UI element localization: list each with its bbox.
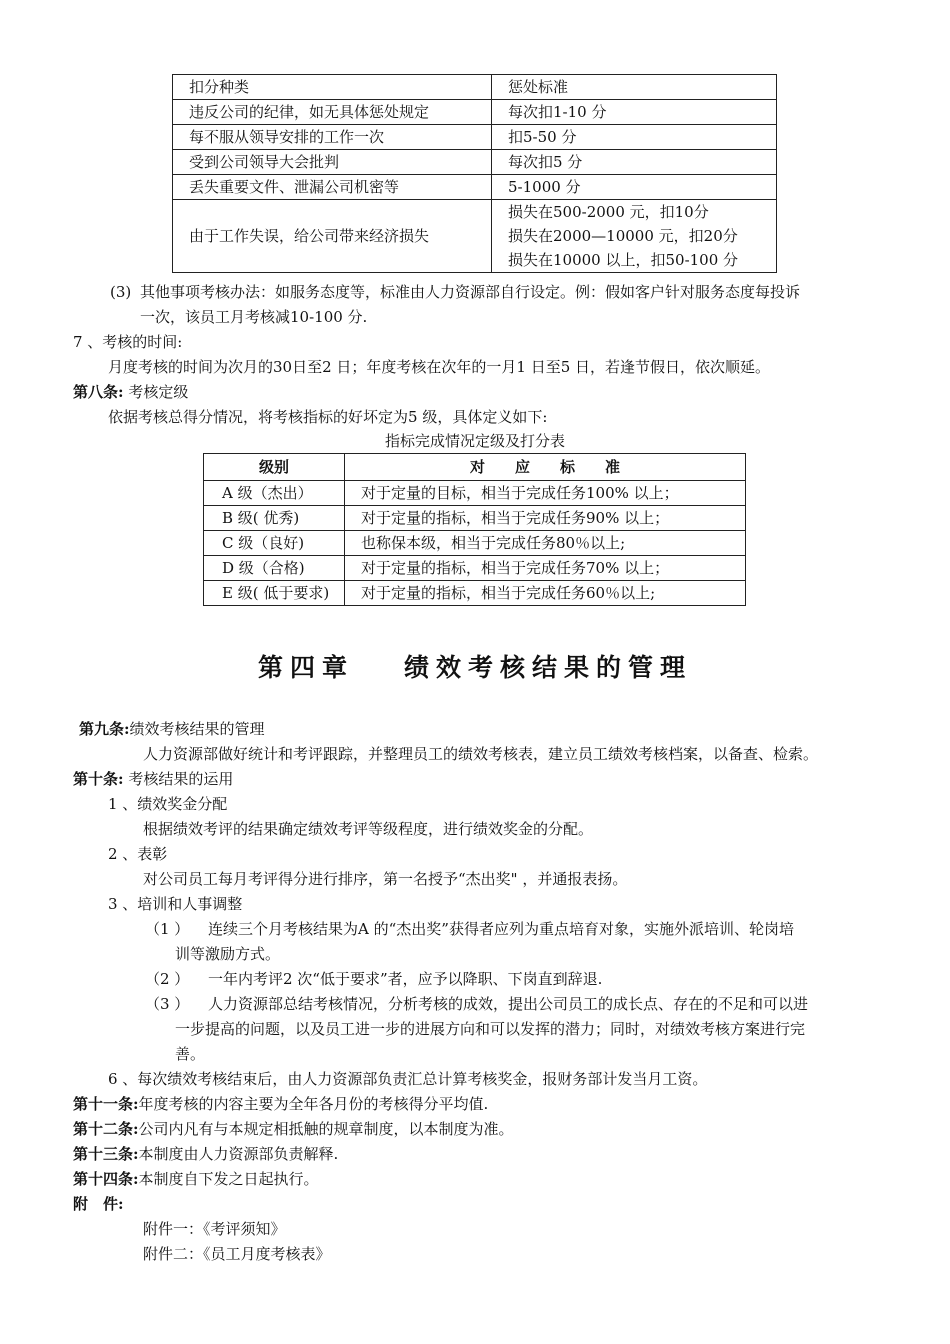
table-row bbox=[173, 200, 777, 273]
chapter-number: 第四章 bbox=[257, 653, 354, 682]
table-header-cell: 级别 bbox=[204, 454, 345, 481]
grade-cell: E 级( 低于要求) bbox=[204, 581, 345, 606]
chapter-title: 绩效考核结果的管理 bbox=[404, 653, 693, 682]
table-row bbox=[173, 125, 777, 150]
article-label: 第十三条: bbox=[73, 1145, 139, 1163]
grade-cell: D 级（合格) bbox=[204, 556, 345, 581]
article-line bbox=[73, 1142, 338, 1166]
attachment-item: 附件二：《员工月度考核表》 bbox=[143, 1245, 331, 1263]
standard-cell: 也称保本级，相当于完成任务80％以上; bbox=[345, 531, 746, 556]
article-title: 考核结果的运用 bbox=[128, 770, 234, 788]
deduction-type: 由于工作失误，给公司带来经济损失 bbox=[173, 200, 492, 273]
table-header-row bbox=[204, 454, 746, 481]
penalty-standard bbox=[492, 200, 777, 273]
grade-cell: C 级（良好) bbox=[204, 531, 345, 556]
paragraph-line: 对公司员工每月考评得分进行排序，第一名授予“杰出奖" ，并通报表扬。 bbox=[143, 870, 628, 888]
grade-table bbox=[203, 453, 746, 606]
deduction-type: 受到公司领导大会批判 bbox=[173, 150, 492, 175]
standard-cell: 对于定量的指标，相当于完成任务70% 以上； bbox=[345, 556, 746, 581]
paragraph-line: 训等激励方式。 bbox=[175, 945, 281, 963]
article-title: 绩效考核结果的管理 bbox=[129, 720, 265, 738]
penalty-standard: 每次扣5 分 bbox=[492, 150, 777, 175]
penalty-line: 损失在500-2000 元，扣10分 bbox=[508, 203, 709, 221]
article-title: 考核定级 bbox=[128, 383, 189, 401]
grade-cell: B 级( 优秀) bbox=[204, 506, 345, 531]
article-label: 第八条: bbox=[73, 383, 124, 401]
table-header-row bbox=[173, 75, 777, 100]
list-number: （3 ） bbox=[145, 995, 190, 1013]
article-body: 公司内凡有与本规定相抵触的规章制度，以本制度为准。 bbox=[138, 1120, 514, 1138]
list-number: （1 ） bbox=[145, 920, 190, 938]
paragraph-line: 其他事项考核办法：如服务态度等，标准由人力资源部自行设定。例：假如客户针对服务态度每投诉 bbox=[140, 283, 801, 301]
article-label: 第十二条: bbox=[73, 1120, 139, 1138]
deduction-type: 丢失重要文件、泄漏公司机密等 bbox=[173, 175, 492, 200]
article-label: 第十条: bbox=[73, 770, 124, 788]
article-label: 第十一条: bbox=[73, 1095, 139, 1113]
deduction-type: 每不服从领导安排的工作一次 bbox=[173, 125, 492, 150]
list-number: （2 ） bbox=[145, 970, 190, 988]
table-row bbox=[204, 531, 746, 556]
article-label: 第九条: bbox=[79, 720, 130, 738]
table-row bbox=[173, 150, 777, 175]
deduction-type: 违反公司的纪律，如无具体惩处规定 bbox=[173, 100, 492, 125]
item-heading: 1 、绩效奖金分配 bbox=[108, 795, 228, 813]
article-body: 本制度由人力资源部负责解释. bbox=[138, 1145, 339, 1163]
article-heading bbox=[73, 767, 233, 791]
penalty-line: 损失在2000—10000 元，扣20分 bbox=[508, 227, 738, 245]
paragraph-line: 月度考核的时间为次月的30日至2 日；年度考核在次年的一月1 日至5 日，若逢节假日，依次顺延。 bbox=[108, 358, 771, 376]
table-row bbox=[204, 481, 746, 506]
penalty-standard: 扣5-50 分 bbox=[492, 125, 777, 150]
penalty-line: 损失在10000 以上，扣50-100 分 bbox=[508, 251, 739, 269]
paragraph-line: 善。 bbox=[175, 1045, 206, 1063]
article-label: 第十四条: bbox=[73, 1170, 139, 1188]
table-row bbox=[173, 100, 777, 125]
standard-cell: 对于定量的指标，相当于完成任务60％以上; bbox=[345, 581, 746, 606]
paragraph-line: 6 、每次绩效考核结束后，由人力资源部负责汇总计算考核奖金，报财务部计发当月工资。 bbox=[108, 1070, 708, 1088]
paragraph-line: 根据绩效考评的结果确定绩效考评等级程度，进行绩效奖金的分配。 bbox=[143, 820, 594, 838]
section-heading: 7 、考核的时间: bbox=[73, 333, 183, 351]
penalty-standard: 每次扣1-10 分 bbox=[492, 100, 777, 125]
attachment-item: 附件一：《考评须知》 bbox=[143, 1220, 286, 1238]
paragraph-line: 人力资源部总结考核情况，分析考核的成效，提出公司员工的成长点、存在的不足和可以进 bbox=[208, 995, 809, 1013]
grade-cell: A 级（杰出） bbox=[204, 481, 345, 506]
paragraph-line: 一年内考评2 次“低于要求”者，应予以降职、下岗直到辞退. bbox=[208, 970, 603, 988]
standard-cell: 对于定量的目标，相当于完成任务100% 以上； bbox=[345, 481, 746, 506]
table-header-cell: 扣分种类 bbox=[173, 75, 492, 100]
list-number: (3) bbox=[110, 283, 132, 301]
article-line bbox=[73, 1167, 319, 1191]
paragraph-line: 依据考核总得分情况，将考核指标的好坏定为5 级，具体定义如下: bbox=[108, 408, 548, 426]
table-caption: 指标完成情况定级及打分表 bbox=[384, 432, 565, 450]
table-row bbox=[173, 175, 777, 200]
article-heading bbox=[73, 380, 188, 404]
chapter-heading bbox=[0, 648, 950, 688]
article-heading bbox=[79, 717, 265, 741]
paragraph-line: 连续三个月考核结果为A 的“杰出奖”获得者应列为重点培育对象，实施外派培训、轮岗培 bbox=[208, 920, 794, 938]
table-header-cell: 惩处标准 bbox=[492, 75, 777, 100]
penalty-standard: 5-1000 分 bbox=[492, 175, 777, 200]
table-row bbox=[204, 556, 746, 581]
attachments-label: 附 件: bbox=[73, 1195, 124, 1213]
paragraph-line: 一次，该员工月考核减10-100 分. bbox=[140, 308, 368, 326]
article-body: 年度考核的内容主要为全年各月份的考核得分平均值. bbox=[138, 1095, 489, 1113]
item-heading: 2 、表彰 bbox=[108, 845, 168, 863]
item-heading: 3 、培训和人事调整 bbox=[108, 895, 243, 913]
standard-cell: 对于定量的指标，相当于完成任务90% 以上； bbox=[345, 506, 746, 531]
article-line bbox=[73, 1117, 514, 1141]
article-line bbox=[73, 1092, 488, 1116]
table-header-cell: 对 应 标 准 bbox=[345, 454, 746, 481]
table-row bbox=[204, 581, 746, 606]
article-body: 本制度自下发之日起执行。 bbox=[138, 1170, 319, 1188]
deduction-table bbox=[172, 74, 777, 273]
table-row bbox=[204, 506, 746, 531]
paragraph-line: 一步提高的问题，以及员工进一步的进展方向和可以发挥的潜力；同时，对绩效考核方案进行完 bbox=[175, 1020, 806, 1038]
paragraph-line: 人力资源部做好统计和考评跟踪，并整理员工的绩效考核表，建立员工绩效考核档案，以备查、检索。 bbox=[143, 745, 819, 763]
